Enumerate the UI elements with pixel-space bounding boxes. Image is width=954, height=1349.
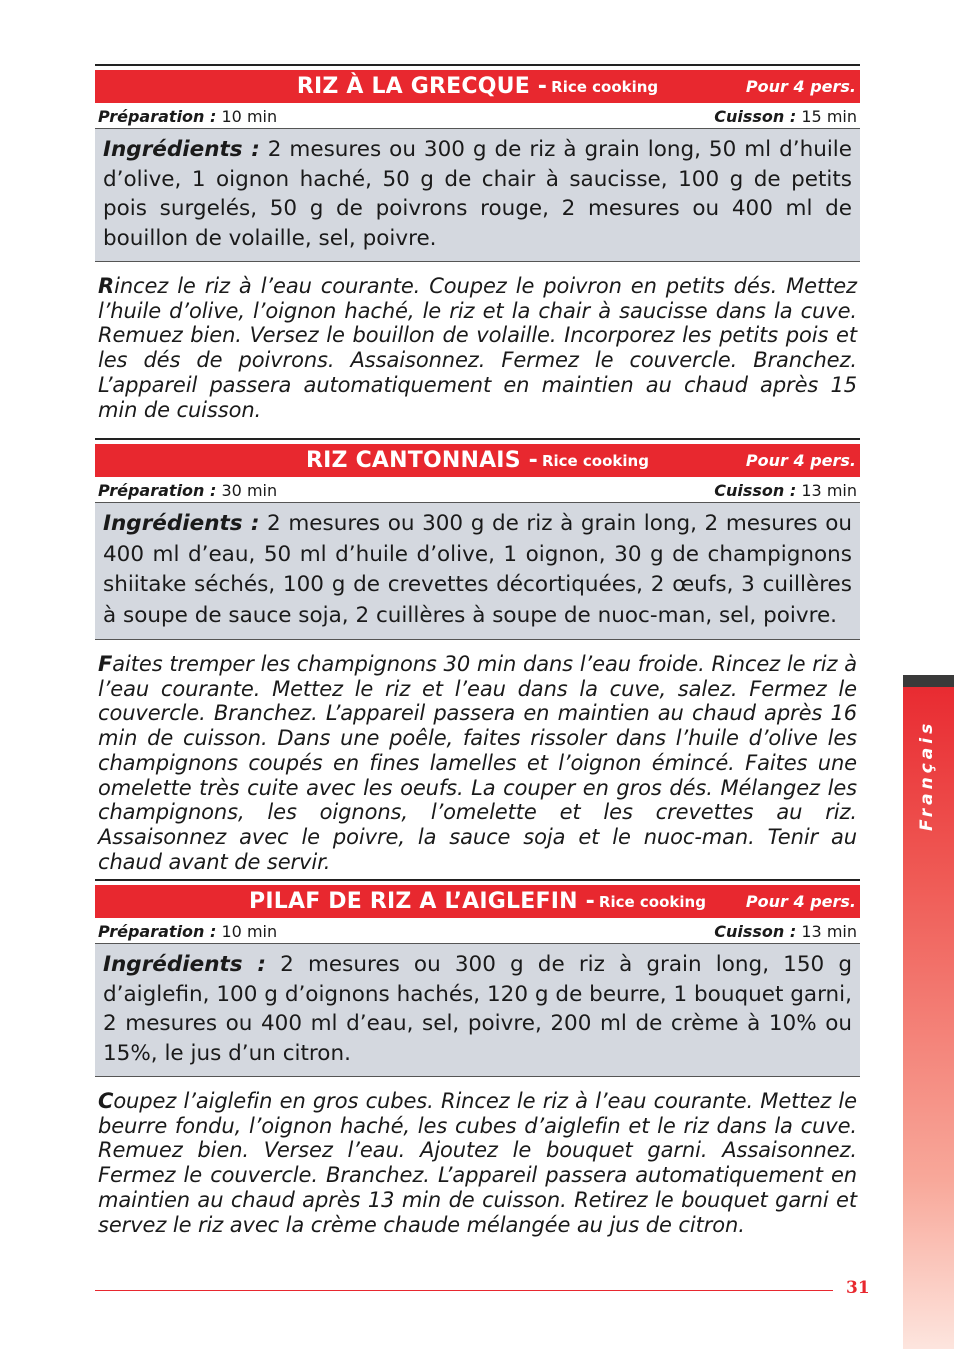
- recipe-title: PILAF DE RIZ A L’AIGLEFIN -: [249, 889, 595, 914]
- ingredients-box: [95, 503, 860, 640]
- prep-time: Préparation : 10 min: [98, 922, 278, 941]
- ingredients-text: 2 mesures ou 300 g de riz à grain long, 150 g d’aiglefin, 100 g d’oignons hachés, 120 g de beurre, 1 bouquet garni, 2 mesures ou 400 ml d’eau, sel, poivre, 200 ml de crème à 10% ou 15%, le jus d’un citron.: [103, 952, 852, 1066]
- recipe-title-bar: [95, 70, 860, 103]
- language-label: Français: [917, 719, 937, 831]
- timing-row: [95, 103, 860, 129]
- timing-row: [95, 477, 860, 503]
- method-text: Faites tremper les champignons 30 min dans l’eau froide. Rincez le riz à l’eau courante. Mettez le riz et l’eau dans la cuve, salez. Fermez le couvercle. Branchez. L’appareil passera en maintien au chaud après 16 min de cuisson. Dans une poêle, faites rissoler dans l’huile d’olive les champignons coupés en fines lamelles et l’oignon émincé. Faites une omelette très cuite avec les oeufs. La couper en gros dés. Mélangez les champignons, les oignons, l’omelette et les crevettes au riz. Assaisonnez avec le poivre, la sauce soja et le nuoc-man. Tenir au chaud avant de servir.: [98, 652, 857, 874]
- footer-divider: [95, 1290, 833, 1291]
- ingredients-label: Ingrédients :: [103, 952, 266, 977]
- recipe-title-bar: [95, 885, 860, 918]
- recipe-title: RIZ CANTONNAIS -: [306, 448, 538, 473]
- prep-time: Préparation : 10 min: [98, 107, 278, 126]
- ingredients-label: Ingrédients :: [103, 511, 260, 536]
- servings: Pour 4 pers.: [745, 892, 856, 911]
- recipe-subtitle: Rice cooking: [541, 451, 649, 470]
- method-text: Coupez l’aiglefin en gros cubes. Rincez le riz à l’eau courante. Mettez le beurre fondu, l’oignon haché, les cubes d’aiglefin et le riz dans la cuve. Remuez bien. Versez l’eau. Ajoutez le bouquet garni. Assaisonnez. Fermez le couvercle. Branchez. L’appareil passera automatiquement en maintien au chaud après 13 min de cuisson. Retirez le bouquet garni et servez le riz avec la crème chaude mélangée au jus de citron.: [98, 1089, 857, 1237]
- recipe-riz-cantonnais: [95, 438, 860, 874]
- cook-time: Cuisson : 13 min: [714, 481, 857, 500]
- recipe-title: RIZ À LA GRECQUE -: [296, 74, 548, 99]
- method-text: Rincez le riz à l’eau courante. Coupez le poivron en petits dés. Mettez l’huile d’olive, l’oignon haché, le riz et la chair à saucisse dans la cuve. Remuez bien. Versez le bouillon de volaille. Incorporez les petits pois et les dés de poivrons. Assaisonnez. Fermez le couvercle. Branchez. L’appareil passera automatiquement en maintien au chaud après 15 min de cuisson.: [98, 274, 857, 422]
- recipe-subtitle: Rice cooking: [598, 892, 706, 911]
- divider: [95, 64, 860, 66]
- ingredients-text: 2 mesures ou 300 g de riz à grain long, 2 mesures ou 400 ml d’eau, 50 ml d’huile d’olive, 1 oignon, 30 g de champignons shiitake séchés, 100 g de crevettes décortiquées, 2 œufs, 3 cuillères à soupe de sauce soja, 2 cuillères à soupe de nuoc-man, sel, poivre.: [103, 511, 852, 628]
- recipe-riz-grecque: [95, 64, 860, 422]
- recipe-subtitle: Rice cooking: [551, 77, 659, 96]
- cook-time: Cuisson : 13 min: [714, 922, 857, 941]
- ingredients-label: Ingrédients :: [103, 137, 260, 162]
- page-number: 31: [846, 1278, 870, 1298]
- ingredients-box: [95, 129, 860, 262]
- timing-row: [95, 918, 860, 944]
- side-tab-cap: [903, 675, 954, 687]
- divider: [95, 879, 860, 881]
- cook-time: Cuisson : 15 min: [714, 107, 857, 126]
- servings: Pour 4 pers.: [745, 451, 856, 470]
- prep-time: Préparation : 30 min: [98, 481, 278, 500]
- recipe-title-bar: [95, 444, 860, 477]
- language-side-tab: [903, 675, 954, 1349]
- divider: [95, 438, 860, 440]
- servings: Pour 4 pers.: [745, 77, 856, 96]
- ingredients-box: [95, 944, 860, 1077]
- recipe-pilaf-aiglefin: [95, 879, 860, 1237]
- ingredients-text: 2 mesures ou 300 g de riz à grain long, 50 ml d’huile d’olive, 1 oignon haché, 50 g de chair à saucisse, 100 g de petits pois surgelés, 50 g de poivrons rouge, 2 mesures ou 400 ml de bouillon de volaille, sel, poivre.: [103, 137, 853, 251]
